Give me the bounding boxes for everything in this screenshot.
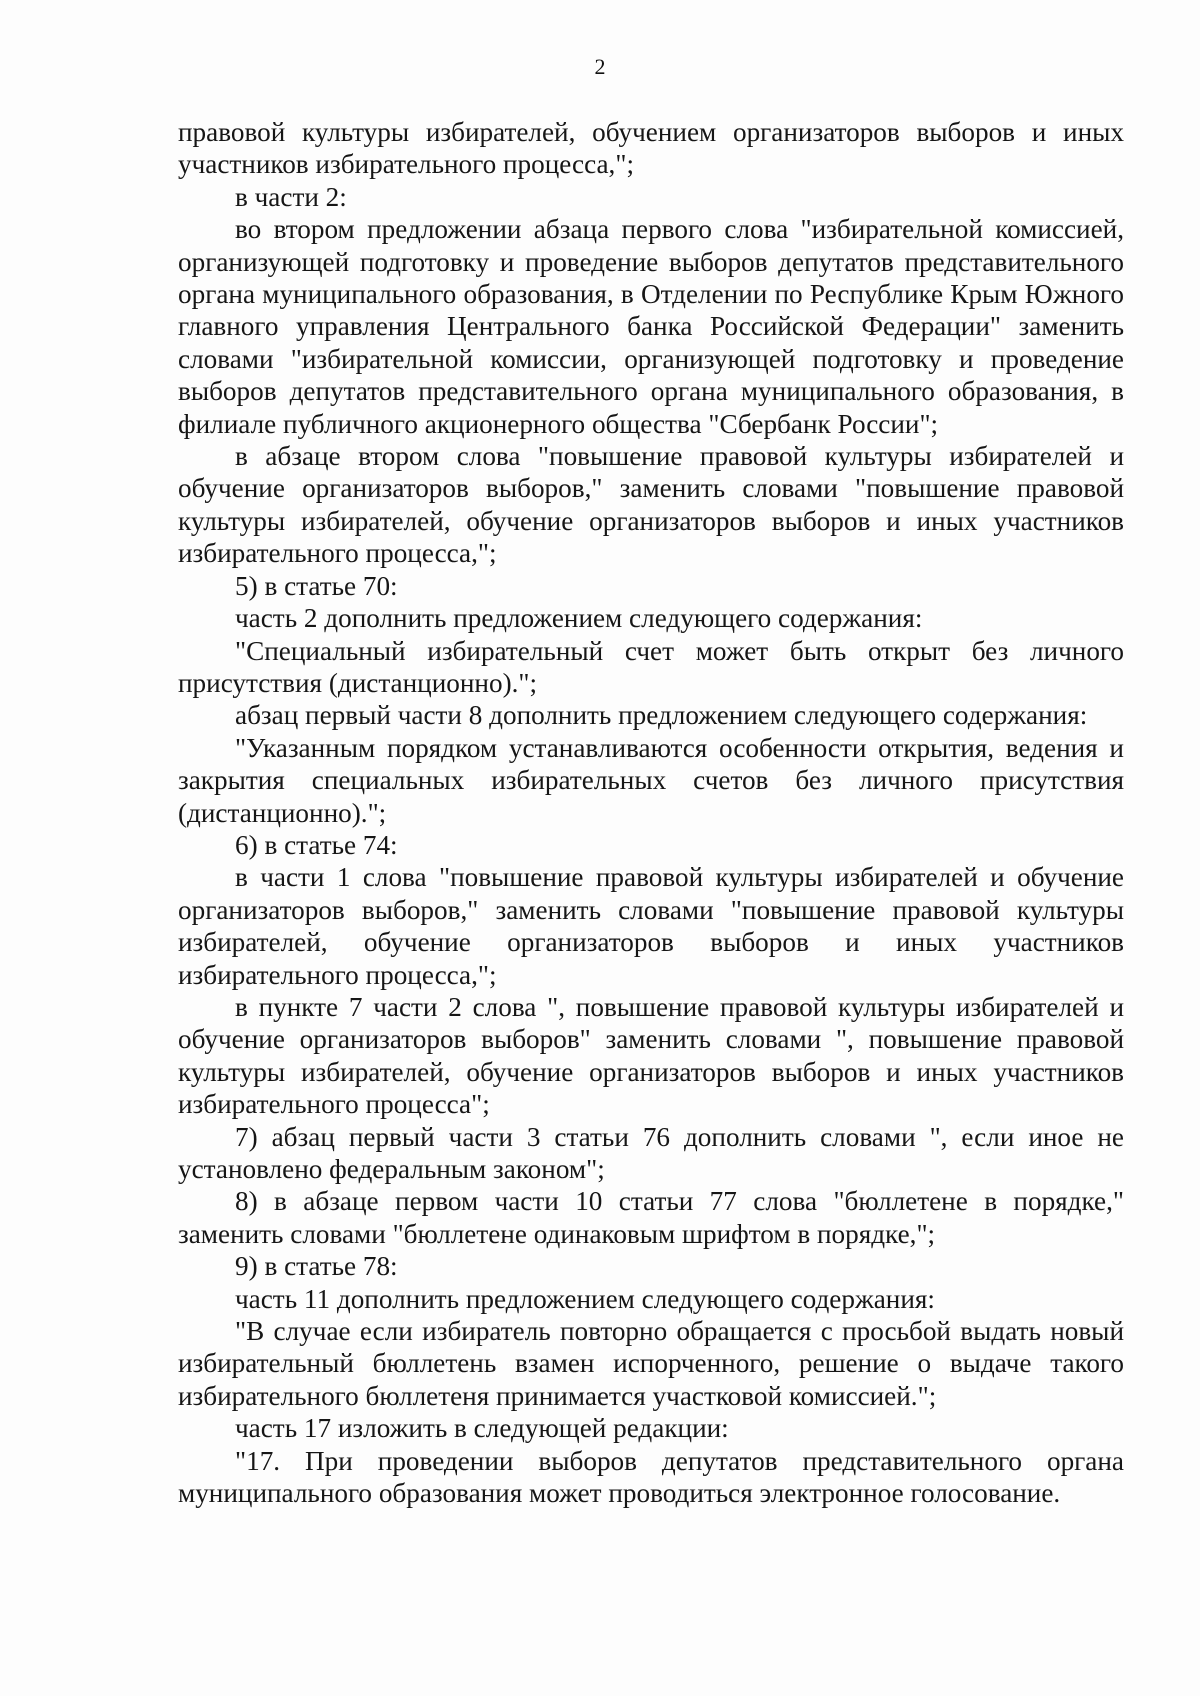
paragraph-part-1-words: в части 1 слова "повышение правовой культуры избирателей и обучение организаторов выборов," заменить словами "повышение правовой культуры избирателей, обучение организаторов выборов и иных участников избирательного процесса,";: [178, 862, 1124, 990]
paragraph-quote-special-account: "Специальный избирательный счет может быть открыт без личного присутствия (дистанционно).";: [178, 635, 1124, 698]
paragraph-second-sentence: во втором предложении абзаца первого слова "избирательной комиссией, организующей подготовку и проведение выборов депутатов представительного органа муниципального образования, в Отделении по Республике Крым Южного главного управления Центрального банка Российской Федерации" заменить словами "избирательной комиссии, организующей подготовку и проведение выборов депутатов представительного органа муниципального образования, в филиале публичного акционерного общества "Сбербанк России";: [178, 214, 1124, 439]
paragraph-point-7-words: в пункте 7 части 2 слова ", повышение правовой культуры избирателей и обучение организаторов выборов" заменить словами ", повышение правовой культуры избирателей, обучение организаторов выборов и иных участников избирательного процесса";: [178, 991, 1124, 1120]
paragraph-part-8-addition: абзац первый части 8 дополнить предложением следующего содержания:: [235, 700, 1088, 731]
document-body: [178, 116, 1124, 1509]
paragraph-item-8: 8) в абзаце первом части 10 статьи 77 слова "бюллетене в порядке," заменить словами "бюллетене одинаковым шрифтом в порядке,";: [178, 1186, 1124, 1249]
paragraph-item-9: 9) в статье 78:: [235, 1251, 398, 1282]
paragraph-part-2: в части 2:: [235, 181, 347, 212]
paragraph-part-17: часть 17 изложить в следующей редакции:: [235, 1413, 729, 1444]
paragraph-part-11-addition: часть 11 дополнить предложением следующего содержания:: [235, 1283, 935, 1314]
paragraph-item-7: 7) абзац первый части 3 статьи 76 дополнить словами ", если иное не установлено федеральным законом";: [178, 1121, 1124, 1184]
paragraph-item-5: 5) в статье 70:: [235, 570, 398, 601]
paragraph-continuation: правовой культуры избирателей, обучением организаторов выборов и иных участников избирательного процесса,";: [178, 117, 1124, 180]
paragraph-part-2-addition: часть 2 дополнить предложением следующего содержания:: [235, 603, 923, 634]
paragraph-quote-17: "17. При проведении выборов депутатов представительного органа муниципального образования может проводиться электронное голосование.: [178, 1445, 1124, 1509]
paragraph-second-abzac: в абзаце втором слова "повышение правовой культуры избирателей и обучение организаторов выборов," заменить словами "повышение правовой культуры избирателей, обучение организаторов выборов и иных участников избирательного процесса,";: [178, 441, 1124, 569]
paragraph-quote-ballot: "В случае если избиратель повторно обращается с просьбой выдать новый избирательный бюллетень взамен испорченного, решение о выдаче такого избирательного бюллетеня принимается участковой комиссией.";: [178, 1316, 1124, 1411]
page-number: 2: [594, 54, 606, 79]
paragraph-quote-order: "Указанным порядком устанавливаются особенности открытия, ведения и закрытия специальных избирательных счетов без личного присутствия (дистанционно).";: [178, 732, 1124, 828]
paragraph-item-6: 6) в статье 74:: [235, 829, 398, 860]
